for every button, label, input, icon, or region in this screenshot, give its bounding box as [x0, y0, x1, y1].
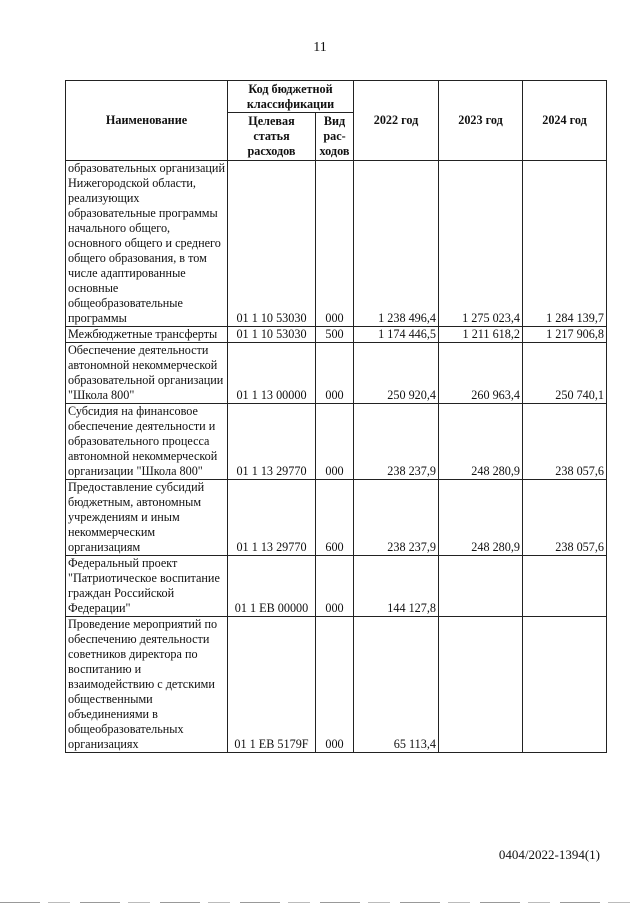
table-row	[66, 343, 607, 404]
table-row	[66, 327, 607, 343]
row-name: Предоставление субсидий бюджетным, автономным учреждениям и иным некоммерческим организациям	[66, 480, 228, 556]
row-2024	[523, 556, 607, 617]
row-2023	[439, 556, 523, 617]
row-2023: 248 280,9	[439, 404, 523, 480]
row-2024: 250 740,1	[523, 343, 607, 404]
row-target-article: 01 1 EB 00000	[228, 556, 316, 617]
row-2022: 1 174 446,5	[354, 327, 439, 343]
header-2022: 2022 год	[354, 81, 439, 161]
row-2024	[523, 617, 607, 753]
row-target-article: 01 1 10 53030	[228, 327, 316, 343]
row-2022: 238 237,9	[354, 404, 439, 480]
row-expense-type: 000	[316, 343, 354, 404]
row-name: Проведение мероприятий по обеспечению деятельности советников директора по воспитанию и взаимодействию с детскими общественными объединениями в общеобразовательных организациях	[66, 617, 228, 753]
row-2024: 238 057,6	[523, 480, 607, 556]
row-target-article: 01 1 EB 5179F	[228, 617, 316, 753]
row-expense-type: 000	[316, 617, 354, 753]
table-body	[66, 161, 607, 753]
row-target-article: 01 1 13 29770	[228, 480, 316, 556]
row-target-article: 01 1 13 29770	[228, 404, 316, 480]
table-row	[66, 556, 607, 617]
row-2024: 1 217 906,8	[523, 327, 607, 343]
header-2024: 2024 год	[523, 81, 607, 161]
header-2023: 2023 год	[439, 81, 523, 161]
row-2022: 65 113,4	[354, 617, 439, 753]
row-2023: 1 275 023,4	[439, 161, 523, 327]
header-kbk-group: Код бюджетной классификации	[228, 81, 354, 113]
row-2024: 238 057,6	[523, 404, 607, 480]
row-expense-type: 000	[316, 556, 354, 617]
row-2023	[439, 617, 523, 753]
table-header	[66, 81, 607, 161]
row-target-article: 01 1 10 53030	[228, 161, 316, 327]
row-name: образовательных организаций Нижегородской области, реализующих образовательные программы начального общего, основного общего и среднего общего образования, в том числе адаптированные основные общеобразовательные программы	[66, 161, 228, 327]
table-row	[66, 617, 607, 753]
header-target-article: Целевая статья расходов	[228, 113, 316, 161]
row-expense-type: 600	[316, 480, 354, 556]
table-row	[66, 404, 607, 480]
row-expense-type: 500	[316, 327, 354, 343]
table-row	[66, 480, 607, 556]
header-name: Наименование	[66, 81, 228, 161]
row-name: Федеральный проект "Патриотическое воспитание граждан Российской Федерации"	[66, 556, 228, 617]
scan-edge-artifact	[0, 902, 640, 903]
row-2023: 1 211 618,2	[439, 327, 523, 343]
row-expense-type: 000	[316, 404, 354, 480]
page-number: 11	[313, 40, 327, 55]
row-2022: 1 238 496,4	[354, 161, 439, 327]
budget-table	[65, 80, 607, 753]
row-2022: 250 920,4	[354, 343, 439, 404]
row-2022: 238 237,9	[354, 480, 439, 556]
row-target-article: 01 1 13 00000	[228, 343, 316, 404]
row-name: Субсидия на финансовое обеспечение деятельности и образовательного процесса автономной некоммерческой организации "Школа 800"	[66, 404, 228, 480]
row-name: Обеспечение деятельности автономной некоммерческой образовательной организации "Школа 800"	[66, 343, 228, 404]
document-code: 0404/2022-1394(1)	[498, 847, 600, 862]
row-2024: 1 284 139,7	[523, 161, 607, 327]
row-expense-type: 000	[316, 161, 354, 327]
row-2023: 260 963,4	[439, 343, 523, 404]
row-2023: 248 280,9	[439, 480, 523, 556]
row-name: Межбюджетные трансферты	[66, 327, 228, 343]
header-expense-type: Вид рас-ходов	[316, 113, 354, 161]
row-2022: 144 127,8	[354, 556, 439, 617]
table-row	[66, 161, 607, 327]
